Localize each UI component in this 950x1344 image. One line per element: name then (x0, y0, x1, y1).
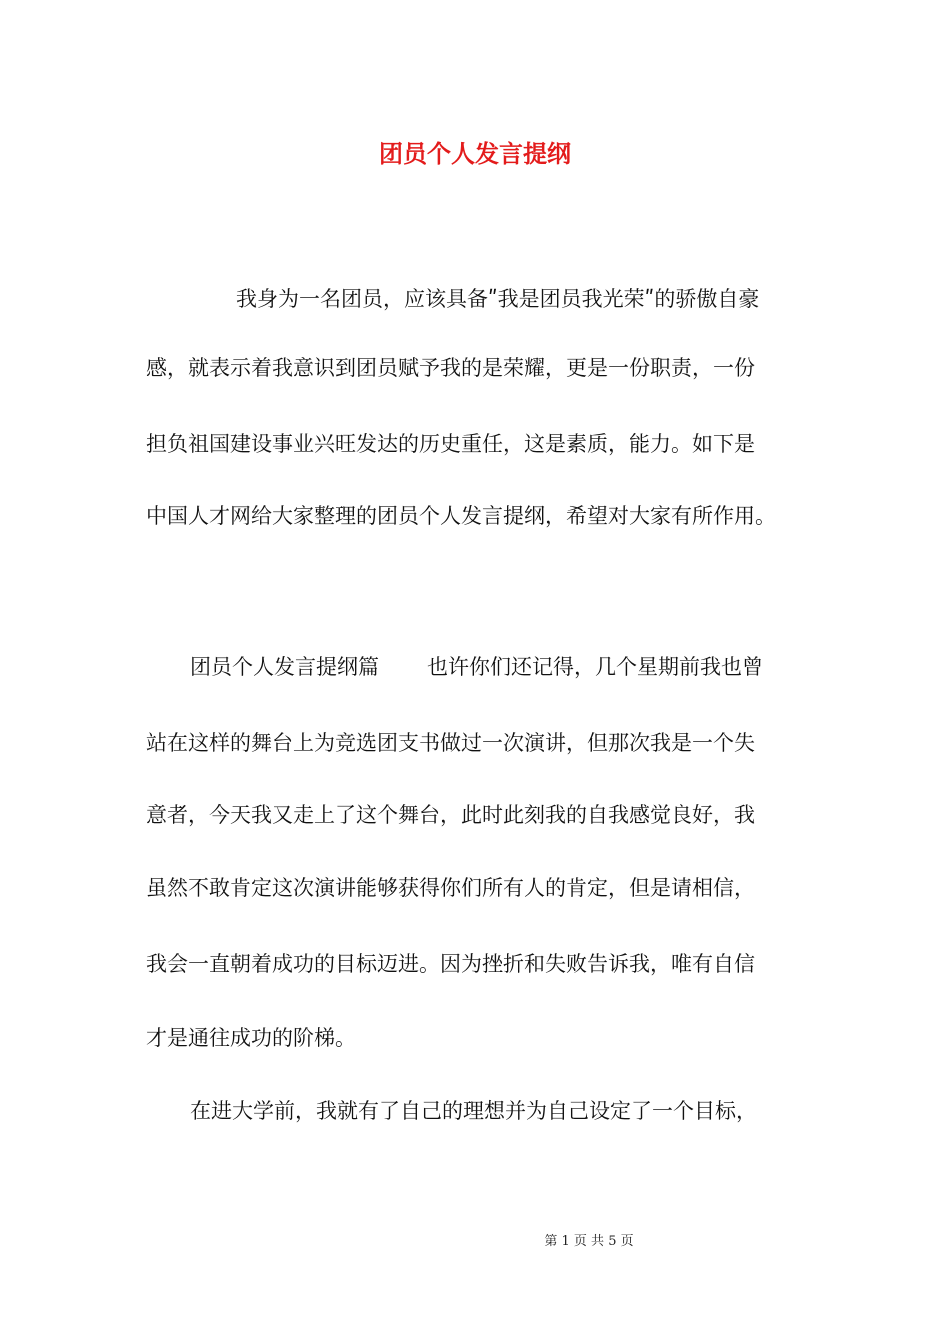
paragraph-3-line-1: 在进大学前，我就有了自己的理想并为自己设定了一个目标， (190, 1099, 757, 1123)
paragraph-2-line-6: 才是通往成功的阶梯。 (146, 1026, 356, 1050)
paragraph-2-line-1-text: 也许你们还记得，几个星期前我也曾 (427, 655, 763, 679)
paragraph-1-line-3: 担负祖国建设事业兴旺发达的历史重任，这是素质，能力。如下是 (146, 432, 755, 456)
paragraph-1-line-1: 我身为一名团员，应该具备ʺ我是团员我光荣ʺ的骄傲自豪 (236, 287, 760, 311)
paragraph-2-line-1 (146, 652, 860, 682)
paragraph-1-line-2: 感，就表示着我意识到团员赋予我的是荣耀，更是一份职责，一份 (146, 356, 755, 380)
paragraph-2-line-5: 我会一直朝着成功的目标迈进。因为挫折和失败告诉我，唯有自信 (146, 952, 755, 976)
page-indicator: 第 1 页 共 5 页 (544, 1234, 634, 1249)
paragraph-2-line-4: 虽然不敢肯定这次演讲能够获得你们所有人的肯定，但是请相信， (146, 876, 755, 900)
paragraph-2-line-3: 意者，今天我又走上了这个舞台，此时此刻我的自我感觉良好，我 (146, 803, 755, 827)
section-heading: 团员个人发言提纲篇 (190, 655, 379, 679)
paragraph-2-line-2: 站在这样的舞台上为竞选团支书做过一次演讲，但那次我是一个失 (146, 731, 755, 755)
document-title: 团员个人发言提纲 (379, 139, 571, 168)
paragraph-1-line-4: 中国人才网给大家整理的团员个人发言提纲，希望对大家有所作用。 (146, 504, 776, 528)
